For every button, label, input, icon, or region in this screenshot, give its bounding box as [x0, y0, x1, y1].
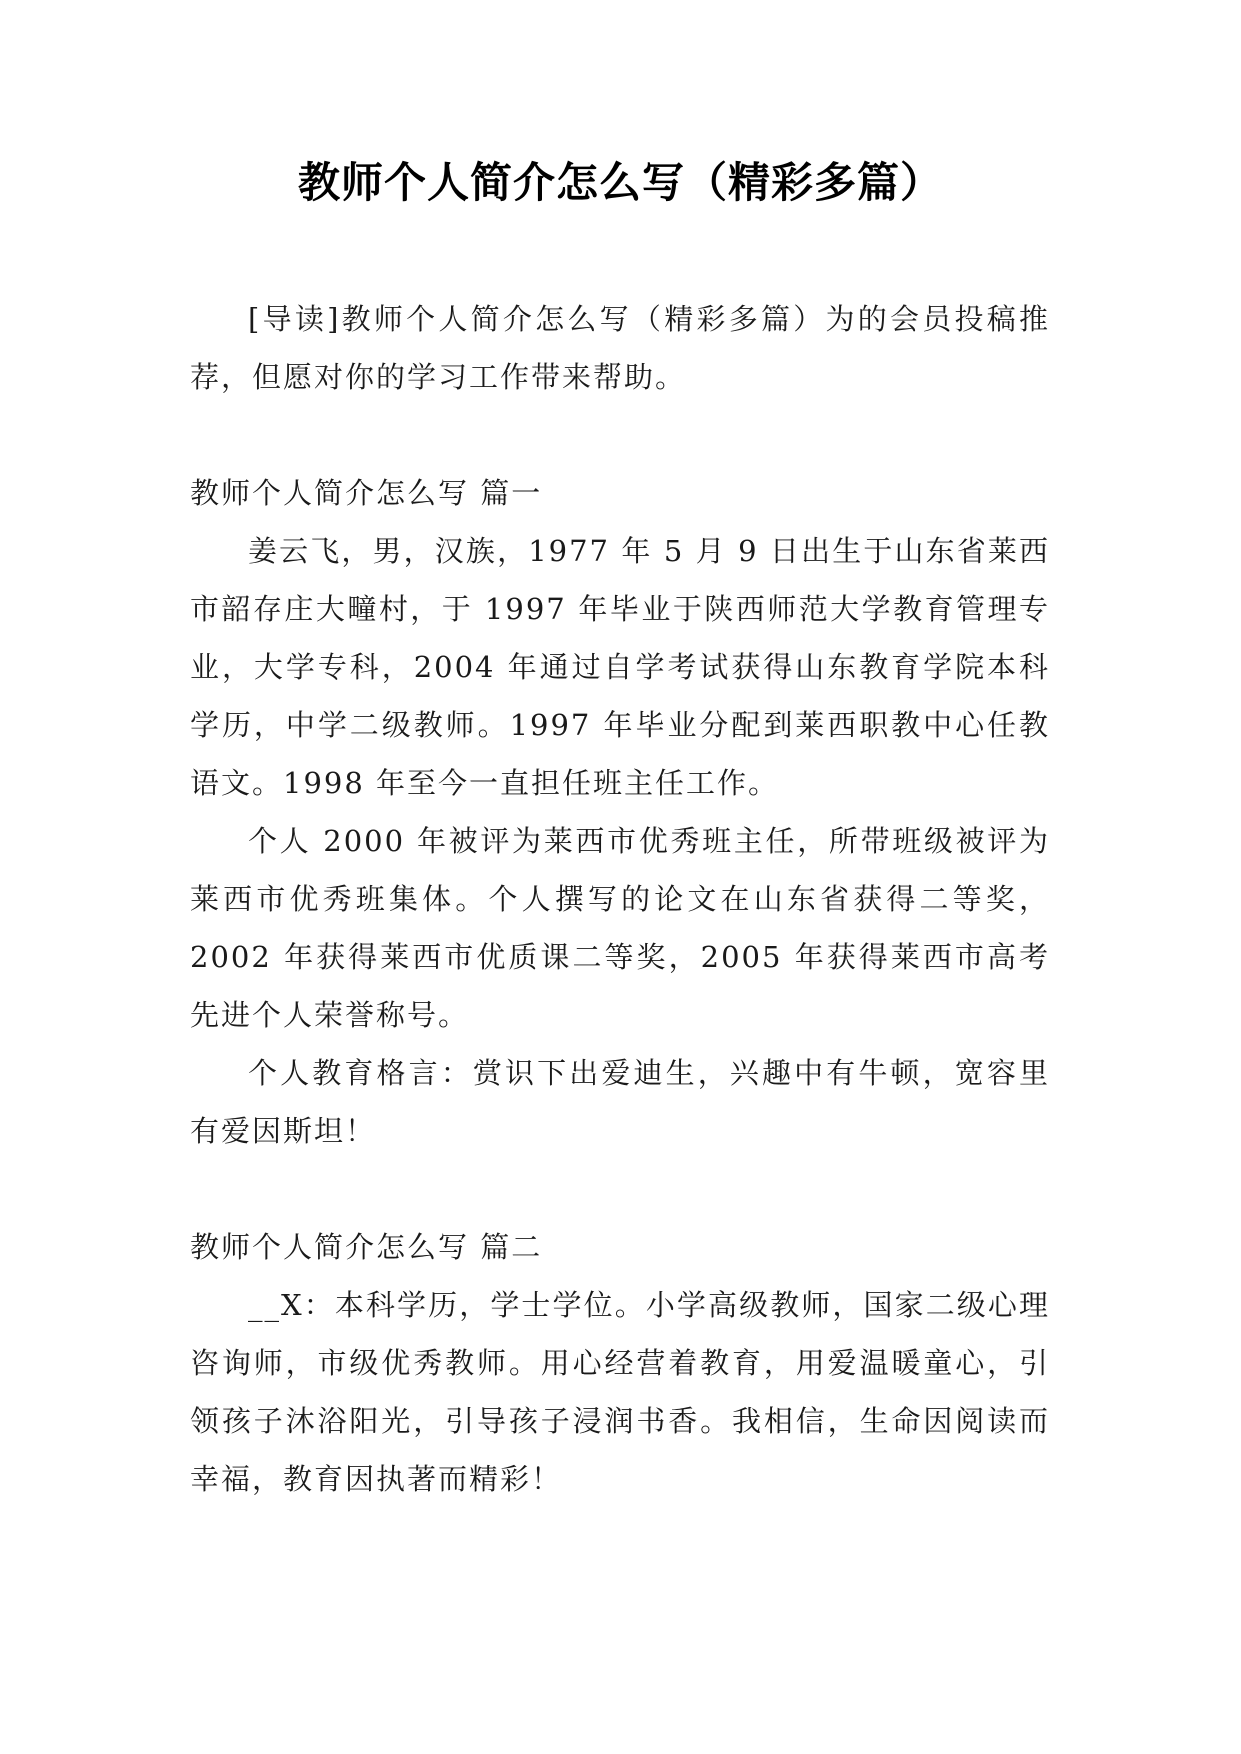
intro-paragraph: [导读]教师个人简介怎么写（精彩多篇）为的会员投稿推荐，但愿对你的学习工作带来帮助。	[190, 302, 1050, 394]
section-paragraph: 姜云飞，男，汉族，1977 年 5 月 9 日出生于山东省莱西市韶存庄大疃村，于 1997 年毕业于陕西师范大学教育管理专业，大学专科，2004 年通过自学考试获得山东教育学院本科学历，中学二级教师。1997 年毕业分配到莱西职教中心任教语文。1998 年至今一直担任班主任工作。	[190, 534, 1050, 800]
section-heading: 教师个人简介怎么写 篇二	[190, 1230, 543, 1264]
document-body	[190, 290, 1050, 1508]
section-paragraph: 个人 2000 年被评为莱西市优秀班主任，所带班级被评为莱西市优秀班集体。个人撰写的论文在山东省获得二等奖，2002 年获得莱西市优质课二等奖，2005 年获得莱西市高考先进个人荣誉称号。	[190, 824, 1050, 1032]
section-paragraph: 个人教育格言：赏识下出爱迪生，兴趣中有牛顿，宽容里有爱因斯坦！	[190, 1056, 1050, 1148]
section-heading: 教师个人简介怎么写 篇一	[190, 476, 543, 510]
section-1	[190, 464, 1050, 1160]
section-divider-space	[190, 1160, 1050, 1218]
section-paragraph: __X：本科学历，学士学位。小学高级教师，国家二级心理咨询师，市级优秀教师。用心经营着教育，用爱温暖童心，引领孩子沐浴阳光，引导孩子浸润书香。我相信，生命因阅读而幸福，教育因执著而精彩！	[190, 1288, 1050, 1496]
document-title: 教师个人简介怎么写（精彩多篇）	[297, 158, 943, 207]
section-2	[190, 1218, 1050, 1508]
